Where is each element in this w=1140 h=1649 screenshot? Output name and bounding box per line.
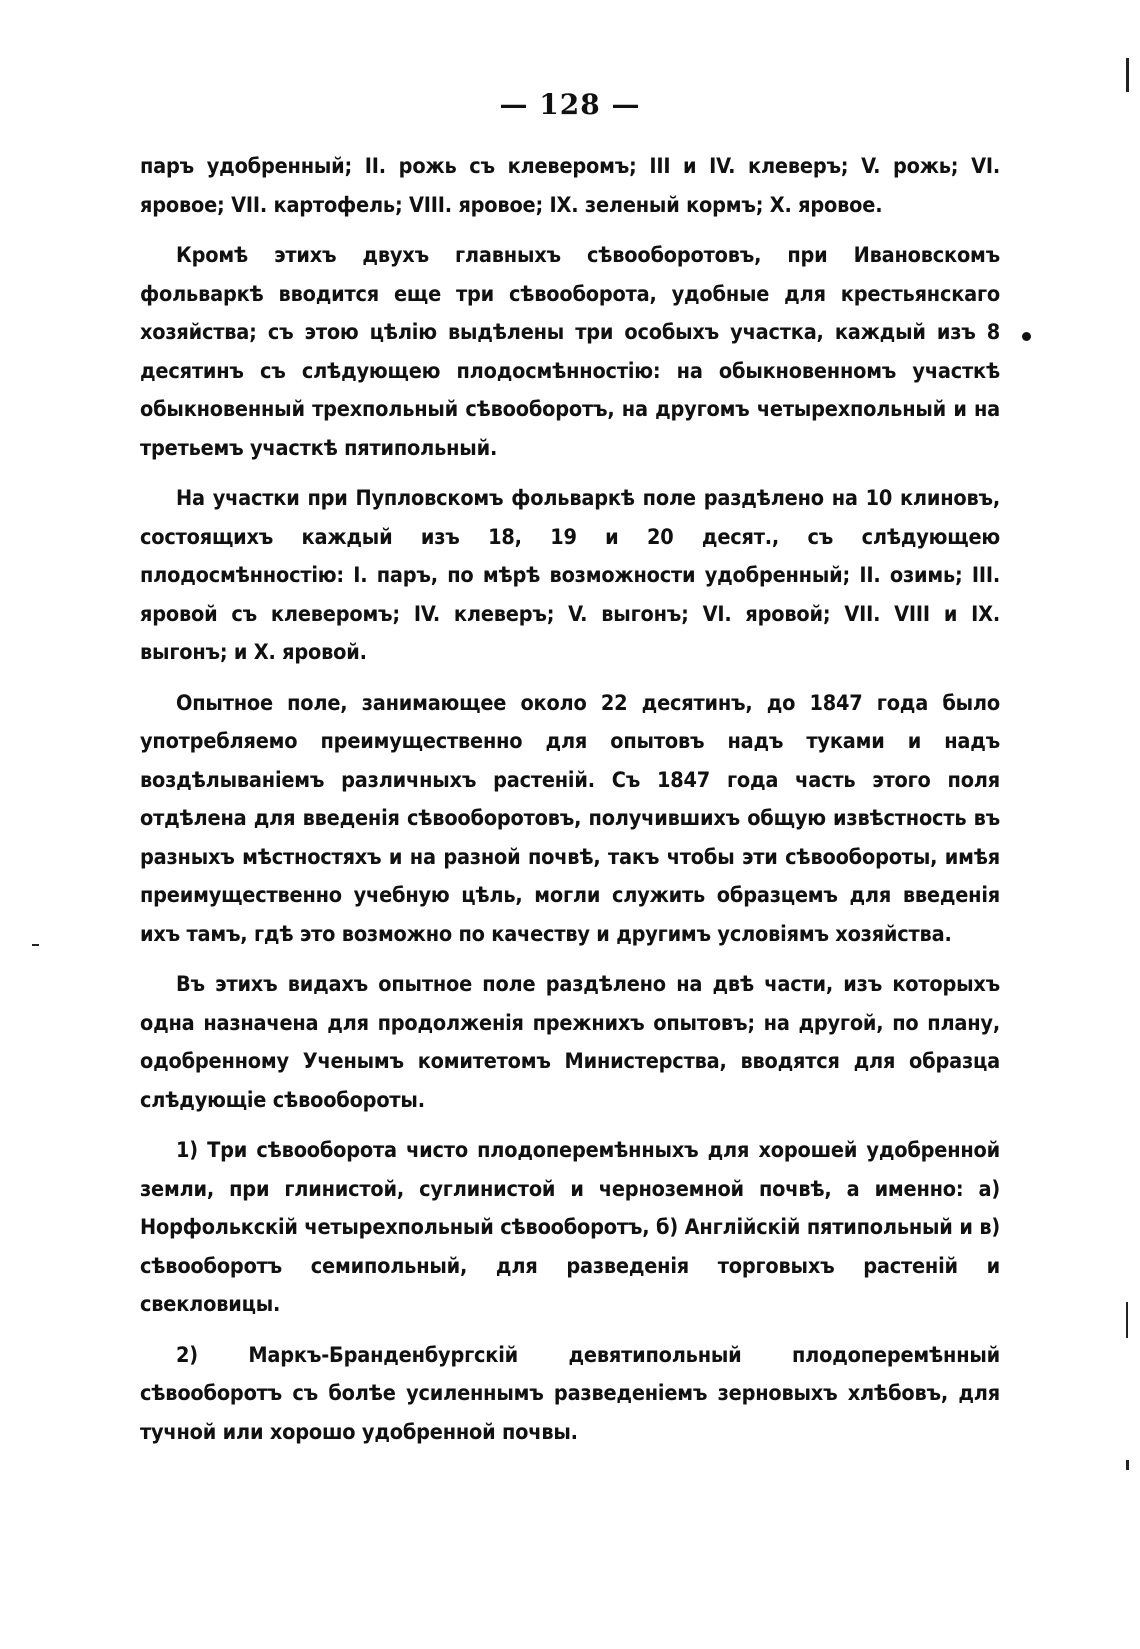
paragraph-item-1: 1) Три сѣвооборота чисто плодоперемѣнныхъ для хорошей удобренной земли, при глинистой, суглинистой и черноземной почвѣ, а именно: а) Норфолькскій четырехпольный сѣвооборотъ, б) Англійскій пятипольный и в) сѣвооборотъ семипольный, для разведенія торговыхъ растеній и свекловицы. [140, 1138, 1000, 1317]
paragraph-continuation: паръ удобренный; II. рожь съ клеверомъ; III и IV. клеверъ; V. рожь; VI. яровое; VII. картофель; VIII. яровое; IX. зеленый кормъ; X. яровое. [140, 154, 1000, 218]
paragraph-ivanovsky-farm: Кромѣ этихъ двухъ главныхъ сѣвооборотовъ, при Ивановскомъ фольваркѣ вводится еще три сѣвооборота, удобные для крестьянскаго хозяйства; съ этою цѣлію выдѣлены три особыхъ участка, каждый изъ 8 десятинъ съ слѣдующею плодосмѣнностію: на обыкновенномъ участкѣ обыкновенный трехпольный сѣвооборотъ, на другомъ четырехпольный и на третьемъ участкѣ пятипольный. [140, 243, 1000, 461]
paragraph-puplovsky-farm: На участки при Пупловскомъ фольваркѣ поле раздѣлено на 10 клиновъ, состоящихъ каждый изъ 18, 19 и 20 десят., съ слѣдующею плодосмѣнностію: I. паръ, по мѣрѣ возможности удобренный; II. озимь; III. яровой съ клеверомъ; IV. клеверъ; V. выгонъ; VI. яровой; VII. VIII и IX. выгонъ; и X. яровой. [140, 486, 1000, 665]
paragraph-experimental-field: Опытное поле, занимающее около 22 десятинъ, до 1847 года было употребляемо преимущественно для опытовъ надъ туками и надъ воздѣлываніемъ различныхъ растеній. Съ 1847 года часть этого поля отдѣлена для введенія сѣвооборотовъ, получившихъ общую извѣстность въ разныхъ мѣстностяхъ и на разной почвѣ, такъ чтобы эти сѣвообороты, имѣя преимущественно учебную цѣль, могли служить образцемъ для введенія ихъ тамъ, гдѣ это возможно по качеству и другимъ условіямъ хозяйства. [140, 690, 1000, 947]
page-number: — 128 — [499, 88, 641, 121]
scan-mark-top-right [1126, 58, 1129, 92]
scan-mark-right-lower [1126, 1302, 1128, 1338]
scan-mark-bottom-right [1126, 1460, 1129, 1470]
paragraph-field-division: Въ этихъ видахъ опытное поле раздѣлено на двѣ части, изъ которыхъ одна назначена для продолженія прежнихъ опытовъ; на другой, по плану, одобренному Ученымъ комитетомъ Министерства, вводятся для образца слѣдующіе сѣвообороты. [140, 972, 1000, 1113]
paragraph-item-2: 2) Маркъ-Бранденбургскій девятипольный плодоперемѣнный сѣвооборотъ съ болѣе усиленнымъ разведеніемъ зерновыхъ хлѣбовъ, для тучной или хорошо удобренной почвы. [140, 1342, 1000, 1445]
scan-mark-left [32, 944, 39, 946]
scan-dot-right [1022, 332, 1031, 341]
body-text [140, 148, 1000, 1464]
